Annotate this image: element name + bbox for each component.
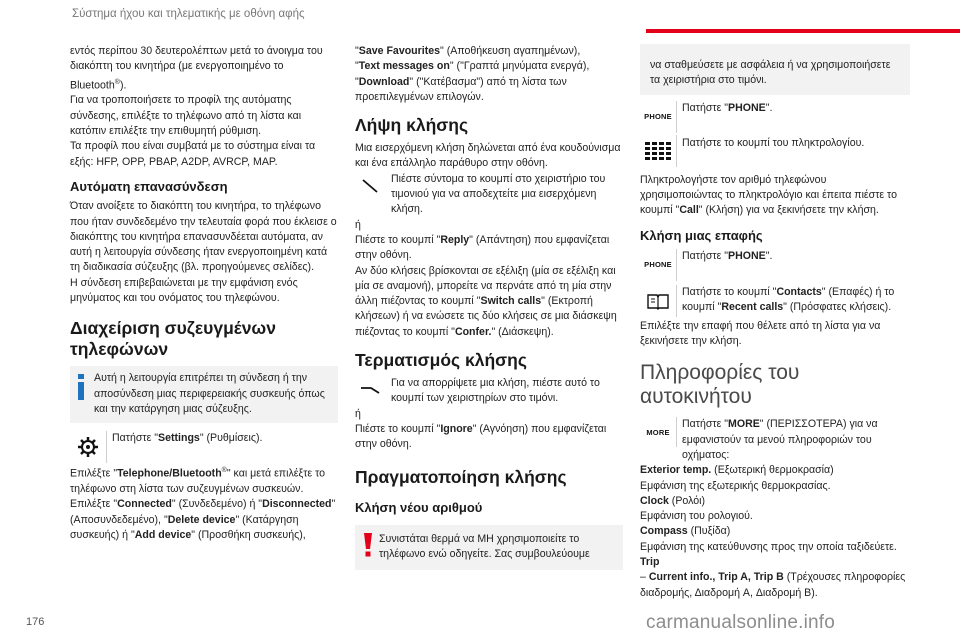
- heading-call-contact: Κλήση μιας επαφής: [640, 228, 763, 244]
- paragraph: Επιλέξτε "Telephone/Bluetooth®" και μετά επιλέξτε το τηλέφωνο στη λίστα των συζευγμένων συσκευών.: [70, 467, 325, 495]
- header-accent-bar: [646, 29, 960, 33]
- paragraph: Όταν ανοίξετε το διακόπτη του κινητήρα, το τηλέφωνο που ήταν συνδεδεμένο την τελευταία φορά που έκλεισε ο διακόπτης του κινητήρα επανασυνδέεται αυτόματα, αν αυτή η λειτουργία σύνδεσης ήταν ενεργοποιημένη κατά τη διαδικασία σύζευξης (βλ. προηγούμενες σελίδες).: [70, 200, 337, 274]
- more-instruction: MORE Πατήστε "MORE" (ΠΕΡΙΣΣΟΤΕΡΑ) για να εμφανιστούν τα μενού πληροφοριών του οχήματος:: [640, 417, 910, 463]
- heading-vehicle-info: Πληροφορίες του αυτοκινήτου: [640, 361, 800, 409]
- press-phone-instruction-2: PHONE Πατήστε "PHONE".: [640, 249, 910, 281]
- phone-button-icon: PHONE: [640, 249, 677, 281]
- info-item-trip-detail: – Current info., Trip A, Trip B (Τρέχουσες πληροφορίες διαδρομής, Διαδρομή A, Διαδρομή B).: [640, 571, 906, 599]
- contacts-instruction: Πατήστε το κουμπί "Contacts" (Επαφές) ή το κουμπί "Recent calls" (Πρόσφατες κλήσεις).: [640, 285, 910, 319]
- settings-instruction: Πατήστε "Settings" (Ρυθμίσεις).: [70, 431, 338, 463]
- paragraph: Επιλέξτε "Connected" (Συνδεδεμένο) ή "Disconnected" (Αποσυνδεδεμένο), "Delete device" (Κατάργηση συσκευής) ή "Add device" (Προσθήκη συσκευής),: [70, 498, 336, 541]
- paragraph: Πιέστε το κουμπί "Reply" (Απάντηση) που εμφανίζεται στην οθόνη.: [355, 233, 610, 262]
- paragraph: Μια εισερχόμενη κλήση δηλώνεται από ένα κουδούνισμα και ένα επάλληλο παράθυρο στην οθόνη.: [355, 142, 621, 170]
- heading-auto-reconnect: Αυτόματη επανασύνδεση: [70, 178, 228, 194]
- heading-new-number: Κλήση νέου αριθμού: [355, 499, 483, 515]
- paragraph: Αν δύο κλήσεις βρίσκονται σε εξέλιξη (μία σε εξέλιξη και μία σε αναμονή), μπορείτε να περνάτε από τη μία στην άλλη πιέζοντας το κουμπί "Switch calls" (Εκτροπή κλήσεων) ή να ενώσετε τις δύο κλήσεις σε μια διάσκεψη πιέζοντας το κουμπί "Confer." (Διάσκεψη).: [355, 264, 617, 338]
- paragraph: εντός περίπου 30 δευτερολέπτων μετά το άνοιγμα του διακόπτη του κινητήρα (με ενεργοποιημένο το Bluetooth®).: [70, 45, 323, 92]
- info-item-exterior: Exterior temp. (Εξωτερική θερμοκρασία): [640, 464, 834, 477]
- paragraph: Για να τροποποιήσετε το προφίλ της αυτόματης σύνδεσης, επιλέξτε το τηλέφωνο από τη λίστα και κατόπιν επιλέξτε την επιθυμητή ρύθμιση.: [70, 94, 302, 138]
- heading-end-call: Τερματισμός κλήσης: [355, 350, 527, 371]
- paragraph: Η σύνδεση επιβεβαιώνεται με την εμφάνιση ενός μηνύματος και του ονόματος του τηλεφώνου.: [70, 276, 298, 304]
- end-call-instruction: Για να απορρίψετε μια κλήση, πιέστε αυτό το κουμπί των χειριστηρίων στο τιμόνι.: [355, 376, 623, 407]
- keypad-instruction: Πατήστε το κουμπί του πληκτρολογίου.: [640, 135, 910, 169]
- phone-pickup-icon: [355, 172, 385, 200]
- info-item-compass: Compass (Πυξίδα): [640, 525, 731, 538]
- heading-manage-phones: Διαχείριση συζευγμένων τηλεφώνων: [70, 318, 276, 360]
- column-2: "Save Favourites" (Αποθήκευση αγαπημένων), "Text messages on" ("Γραπτά μηνύματα ενεργά), "Download" ("Κατέβασμα") από τη λίστα των προεπιλεγμένων επιλογών. Λήψη κλήσης Μια εισερχόμενη κλήση δηλώνεται από ένα κουδούνισμα και ένα επάλληλο παράθυρο στην οθόνη. Πιέστε σύντομα το κουμπί στο χειριστήριο του τιμονιού για να αποδεχτείτε μια εισερχόμενη κλήση. ή Πιέστε το κουμπί "Reply" (Απάντηση) που εμφανίζεται στην οθόνη. Αν δύο κλήσεις βρίσκονται σε εξέλιξη (μία σε εξέλιξη και μία σε αναμονή), μπορείτε να περνάτε από τη μία στην άλλη πιέζοντας το κουμπί "Switch calls" (Εκτροπή κλήσεων) ή να ενώσετε τις δύο κλήσεις σε μια διάσκεψη πιέζοντας το κουμπί "Confer." (Διάσκεψη). Τερματισμός κλήσης Για να απορρίψετε μια κλήση, πιέστε αυτό το κουμπί των χειριστηρίων στο τιμόνι. ή Πιέστε το κουμπί "Ignore" (Αγνόηση) που εμφανίζεται στην οθόνη. Πραγματοποίηση κλήσης Κλήση νέου αριθμού Συνιστάται θερμά να ΜΗ χρησιμοποιείτε το τηλέφωνο ενώ οδηγείτε. Σας συμβουλεύουμε: [355, 44, 623, 578]
- paragraph: Πληκτρολογήστε τον αριθμό τηλεφώνου χρησιμοποιώντας το πληκτρολόγιο και έπειτα πιέστε το κουμπί "Call" (Κλήση) για να ξεκινήσετε την κλήση.: [640, 173, 897, 217]
- running-header: Σύστημα ήχου και τηλεματικής με οθόνη αφής: [72, 8, 305, 20]
- contacts-book-icon: [640, 285, 677, 317]
- warning-icon: [361, 533, 375, 557]
- page-number: 176: [26, 616, 45, 628]
- more-button-icon: MORE: [640, 417, 677, 447]
- info-icon: [75, 374, 87, 400]
- paragraph: Πιέστε το κουμπί "Ignore" (Αγνόηση) που εμφανίζεται στην οθόνη.: [355, 422, 607, 451]
- phone-button-icon: PHONE: [640, 101, 677, 133]
- warning-note-continued: να σταθμεύσετε με ασφάλεια ή να χρησιμοποιήσετε τα χειριστήρια στο τιμόνι.: [640, 44, 910, 95]
- paragraph: "Save Favourites" (Αποθήκευση αγαπημένων), "Text messages on" ("Γραπτά μηνύματα ενεργά), "Download" ("Κατέβασμα") από τη λίστα των προεπιλεγμένων επιλογών.: [355, 45, 590, 103]
- heading-receive-call: Λήψη κλήσης: [355, 115, 469, 136]
- heading-make-call: Πραγματοποίηση κλήσης: [355, 466, 567, 487]
- settings-gear-icon: [70, 431, 107, 463]
- info-item-clock: Clock (Ρολόι): [640, 494, 705, 507]
- keypad-icon: [640, 135, 677, 167]
- info-item-trip: Trip: [640, 556, 660, 569]
- info-note: Αυτή η λειτουργία επιτρέπει τη σύνδεση ή την αποσύνδεση μιας περιφερειακής συσκευής όπως και την κατάργηση μιας σύζευξης.: [70, 366, 338, 423]
- paragraph: Τα προφίλ που είναι συμβατά με το σύστημα είναι τα εξής: HFP, OPP, PBAP, A2DP, AVRCP, MAP.: [70, 140, 316, 168]
- paragraph: Επιλέξτε την επαφή που θέλετε από τη λίστα για να ξεκινήσετε την κλήση.: [640, 319, 881, 348]
- receive-instruction: Πιέστε σύντομα το κουμπί στο χειριστήριο του τιμονιού για να αποδεχτείτε μια εισερχόμενη κλήση.: [355, 172, 623, 218]
- watermark: carmanualsonline.info: [646, 612, 836, 633]
- column-1: [70, 44, 338, 543]
- warning-note: Συνιστάται θερμά να ΜΗ χρησιμοποιείτε το τηλέφωνο ενώ οδηγείτε. Σας συμβουλεύουμε: [355, 525, 623, 571]
- column-3: να σταθμεύσετε με ασφάλεια ή να χρησιμοποιήσετε τα χειριστήρια στο τιμόνι. PHONE Πατήστε "PHONE". Πατήστε το κουμπί του πληκτρολογίου. Πληκτρολογήστε τον αριθμό τηλεφώνου χρησιμοποιώντας το πληκτρολόγιο και έπειτα πιέστε το κουμπί "Call" (Κλήση) για να ξεκινήσετε την κλήση. Κλήση μιας επαφής PHONE Πατήστε "PHONE". Πατήστε το κουμπί "Contacts" (Επαφές) ή το κουμπί "Recent calls" (Πρόσφατες κλήσεις). Επιλέξτε την επαφή που θέλετε από τη λίστα για να ξεκινήσετε την κλήση. Πληροφορίες του αυτοκινήτου MORE Πατήστε "MORE" (ΠΕΡΙΣΣΟΤΕΡΑ) για να εμφανιστούν τα μενού πληροφοριών του οχήματος: Exterior temp. (Εξωτερική θερμοκρασία) Εμφάνιση της εξωτερικής θερμοκρασίας. Clock (Ρολόι) Εμφάνιση του ρολογιού. Compass (Πυξίδα) Εμφάνιση της κατεύθυνσης προς την οποία ταξιδεύετε. Trip – Current info., Trip A, Trip B (Τρέχουσες πληροφορίες διαδρομής, Διαδρομή A, Διαδρομή B).: [640, 44, 910, 601]
- press-phone-instruction: PHONE Πατήστε "PHONE".: [640, 101, 910, 133]
- phone-hangup-icon: [355, 376, 385, 404]
